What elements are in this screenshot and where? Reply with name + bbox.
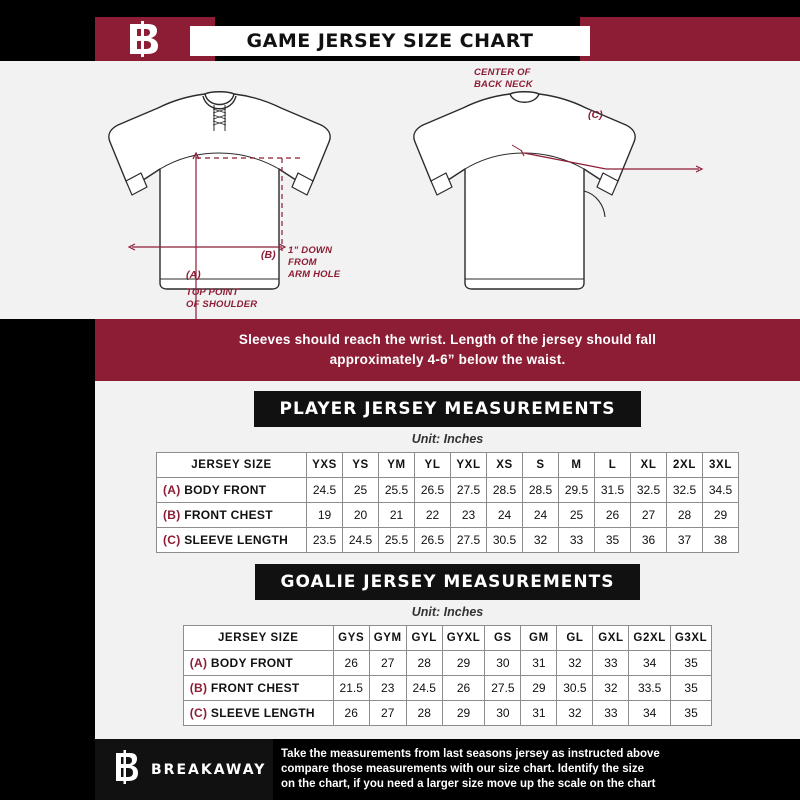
player-r1-c5: 24 [487, 503, 523, 528]
goalie-r2-c4: 30 [485, 701, 521, 726]
player-size-col-7: M [559, 453, 595, 478]
goalie-size-col-8: G2XL [629, 626, 670, 651]
goalie-r2-c8: 34 [629, 701, 670, 726]
player-r2-c10: 37 [667, 528, 703, 553]
goalie-unit-label: Unit: Inches [411, 605, 484, 619]
player-r1-c3: 22 [415, 503, 451, 528]
goalie-r2-c3: 29 [442, 701, 485, 726]
label-b-text: 1” DOWN FROM ARM HOLE [288, 245, 341, 280]
goalie-r0-c1: 27 [369, 651, 406, 676]
player-row-2-label: (C) SLEEVE LENGTH [157, 528, 307, 553]
player-r2-c4: 27.5 [451, 528, 487, 553]
goalie-r1-c2: 24.5 [406, 676, 442, 701]
table-row [157, 478, 739, 503]
table-row [157, 503, 739, 528]
player-size-col-1: YS [343, 453, 379, 478]
instruction-line-2: approximately 4-6” below the waist. [329, 352, 566, 367]
goalie-r1-c8: 33.5 [629, 676, 670, 701]
goalie-size-col-4: GS [485, 626, 521, 651]
table-header-row [183, 626, 712, 651]
table-row [183, 651, 712, 676]
goalie-size-header: JERSEY SIZE [183, 626, 333, 651]
player-size-col-8: L [595, 453, 631, 478]
player-r2-c3: 26.5 [415, 528, 451, 553]
goalie-r1-c1: 23 [369, 676, 406, 701]
goalie-r2-c6: 32 [557, 701, 593, 726]
breakaway-b-logo-icon [108, 20, 178, 60]
player-r0-c5: 28.5 [487, 478, 523, 503]
goalie-r0-c6: 32 [557, 651, 593, 676]
player-r1-c6: 24 [523, 503, 559, 528]
header-accent-right [580, 17, 800, 61]
footer-note-line-2: compare those measurements with our size chart. Identify the size [281, 763, 644, 775]
player-r1-c11: 29 [703, 503, 739, 528]
player-size-col-2: YM [379, 453, 415, 478]
player-r2-c5: 30.5 [487, 528, 523, 553]
goalie-size-col-0: GYS [333, 626, 369, 651]
player-measurements-table [156, 452, 739, 553]
player-r2-c8: 35 [595, 528, 631, 553]
page-title: GAME JERSEY SIZE CHART [246, 30, 534, 52]
table-row [183, 676, 712, 701]
goalie-r1-c4: 27.5 [485, 676, 521, 701]
player-r0-c0: 24.5 [307, 478, 343, 503]
instruction-band [95, 319, 800, 381]
player-size-col-0: YXS [307, 453, 343, 478]
goalie-row-2-label: (C) SLEEVE LENGTH [183, 701, 333, 726]
player-r0-c10: 32.5 [667, 478, 703, 503]
player-r2-c9: 36 [631, 528, 667, 553]
instruction-line-1: Sleeves should reach the wrist. Length of the jersey should fall [238, 332, 657, 347]
player-r2-c7: 33 [559, 528, 595, 553]
goalie-r1-c9: 35 [670, 676, 711, 701]
goalie-r0-c2: 28 [406, 651, 442, 676]
footer-logo-box [95, 739, 273, 800]
goalie-r2-c5: 31 [521, 701, 557, 726]
player-size-header: JERSEY SIZE [157, 453, 307, 478]
player-r2-c11: 38 [703, 528, 739, 553]
player-r1-c10: 28 [667, 503, 703, 528]
table-header-row [157, 453, 739, 478]
player-size-col-4: YXL [451, 453, 487, 478]
goalie-r2-c0: 26 [333, 701, 369, 726]
goalie-size-col-5: GM [521, 626, 557, 651]
goalie-size-col-6: GL [557, 626, 593, 651]
player-r1-c0: 19 [307, 503, 343, 528]
goalie-r0-c8: 34 [629, 651, 670, 676]
player-r2-c2: 25.5 [379, 528, 415, 553]
goalie-r1-c3: 26 [442, 676, 485, 701]
goalie-section-heading: GOALIE JERSEY MEASUREMENTS [255, 564, 641, 600]
player-r0-c3: 26.5 [415, 478, 451, 503]
goalie-r2-c9: 35 [670, 701, 711, 726]
player-r0-c4: 27.5 [451, 478, 487, 503]
goalie-r2-c7: 33 [593, 701, 629, 726]
player-r1-c7: 25 [559, 503, 595, 528]
goalie-r2-c2: 28 [406, 701, 442, 726]
goalie-size-col-3: GYXL [442, 626, 485, 651]
player-section-heading: PLAYER JERSEY MEASUREMENTS [254, 391, 642, 427]
player-r1-c4: 23 [451, 503, 487, 528]
goalie-size-col-7: GXL [593, 626, 629, 651]
player-r0-c11: 34.5 [703, 478, 739, 503]
left-black-bar-bottom [0, 381, 95, 800]
goalie-r0-c5: 31 [521, 651, 557, 676]
player-r0-c1: 25 [343, 478, 379, 503]
footer-brand: BREAKAWAY [151, 761, 267, 778]
player-row-0-label: (A) BODY FRONT [157, 478, 307, 503]
player-r2-c0: 23.5 [307, 528, 343, 553]
player-r2-c6: 32 [523, 528, 559, 553]
breakaway-b-logo-icon [109, 750, 143, 789]
goalie-r1-c0: 21.5 [333, 676, 369, 701]
goalie-size-col-9: G3XL [670, 626, 711, 651]
player-size-col-3: YL [415, 453, 451, 478]
label-b-tag: (B) [261, 249, 276, 261]
goalie-r0-c3: 29 [442, 651, 485, 676]
player-r1-c2: 21 [379, 503, 415, 528]
goalie-r2-c1: 27 [369, 701, 406, 726]
player-r1-c9: 27 [631, 503, 667, 528]
jersey-diagram-area [0, 61, 800, 319]
player-r0-c6: 28.5 [523, 478, 559, 503]
player-row-1-label: (B) FRONT CHEST [157, 503, 307, 528]
footer-note-line-1: Take the measurements from last seasons jersey as instructed above [281, 748, 660, 760]
goalie-r0-c0: 26 [333, 651, 369, 676]
table-row [183, 701, 712, 726]
table-row [157, 528, 739, 553]
player-r1-c8: 26 [595, 503, 631, 528]
goalie-measurements-table [183, 625, 713, 726]
player-r1-c1: 20 [343, 503, 379, 528]
page-title-plate [190, 26, 590, 56]
goalie-r0-c7: 33 [593, 651, 629, 676]
footer-note [275, 739, 795, 800]
player-unit-label: Unit: Inches [411, 432, 484, 446]
label-center-back-neck: CENTER OF BACK NECK [474, 67, 533, 90]
player-size-col-10: 2XL [667, 453, 703, 478]
player-size-col-5: XS [487, 453, 523, 478]
goalie-r1-c5: 29 [521, 676, 557, 701]
player-section [95, 391, 800, 553]
player-r0-c8: 31.5 [595, 478, 631, 503]
player-size-col-9: XL [631, 453, 667, 478]
footer-note-line-3: on the chart, if you need a larger size move up the scale on the chart [281, 778, 656, 790]
goalie-r0-c4: 30 [485, 651, 521, 676]
goalie-r1-c7: 32 [593, 676, 629, 701]
goalie-section [95, 564, 800, 726]
goalie-r0-c9: 35 [670, 651, 711, 676]
goalie-size-col-1: GYM [369, 626, 406, 651]
content-body [0, 61, 800, 739]
footer [0, 739, 800, 800]
label-c-tag: (C) [588, 109, 603, 121]
jersey-diagrams-svg [0, 61, 800, 319]
player-r0-c2: 25.5 [379, 478, 415, 503]
player-size-col-6: S [523, 453, 559, 478]
goalie-size-col-2: GYL [406, 626, 442, 651]
player-r0-c9: 32.5 [631, 478, 667, 503]
label-a-text: TOP POINT OF SHOULDER [186, 287, 258, 310]
goalie-row-0-label: (A) BODY FRONT [183, 651, 333, 676]
goalie-row-1-label: (B) FRONT CHEST [183, 676, 333, 701]
player-r0-c7: 29.5 [559, 478, 595, 503]
label-a-tag: (A) [186, 269, 201, 281]
player-size-col-11: 3XL [703, 453, 739, 478]
goalie-r1-c6: 30.5 [557, 676, 593, 701]
player-r2-c1: 24.5 [343, 528, 379, 553]
